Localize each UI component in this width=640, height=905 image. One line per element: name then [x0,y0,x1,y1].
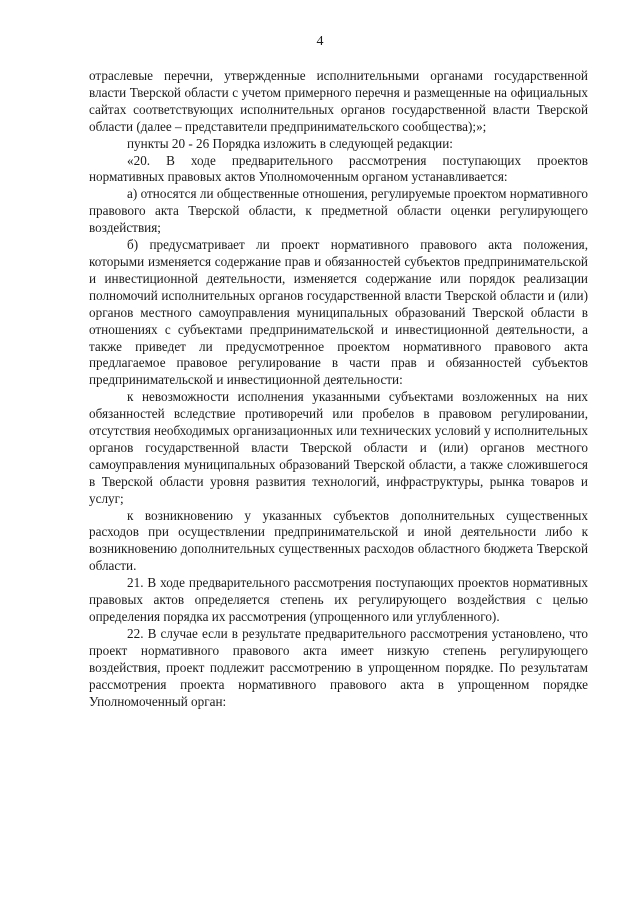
paragraph-sector-lists: отраслевые перечни, утвержденные исполнительными органами государственной власти Тверской области с учетом примерного перечня и размещенные на официальных сайтах соответствующих исполнительных органов государственной власти Тверской области (далее – представители предпринимательского сообщества);»; [89,68,588,134]
paragraph-point-20: «20. В ходе предварительного рассмотрения поступающих проектов нормативных правовых актов Уполномоченным органом устанавливается: [89,152,588,185]
paragraph-point-22: 22. В случае если в результате предварительного рассмотрения установлено, что проект нормативного правового акта имеет низкую степень регулирующего воздействия, проект подлежит рассмотрению в упрощенном порядке. По результатам рассмотрения проекта нормативного правового акта в упрощенном порядке Уполномоченный орган: [89,625,588,709]
paragraph-impossibility: к невозможности исполнения указанными субъектами возложенных на них обязанностей вследствие противоречий или пробелов в правовом регулировании, отсутствия необходимых организационных или технических условий у исполнительных органов государственной власти Тверской области и (или) органов местного самоуправления муниципальных образований Тверской области, а также сложившегося в Тверской области уровня развития технологий, инфраструктуры, рынка товаров и услуг; [89,389,588,506]
document-body [89,68,588,710]
paragraph-point-21: 21. В ходе предварительного рассмотрения поступающих проектов нормативных правовых актов определяется степень их регулирующего воздействия с целью определения порядка их рассмотрения (упрощенного или углубленного). [89,575,588,624]
page-number: 4 [316,34,324,49]
paragraph-additional-costs: к возникновению у указанных субъектов дополнительных существенных расходов при осуществлении предпринимательской и иной деятельности либо к возникновению дополнительных существенных расходов областного бюджета Тверской области. [89,507,588,574]
paragraph-points-20-26: пункты 20 - 26 Порядка изложить в следующей редакции: [127,135,453,151]
paragraph-subpoint-a: а) относятся ли общественные отношения, регулируемые проектом нормативного правового акта Тверской области, к предметной области оценки регулирующего воздействия; [89,186,588,236]
paragraph-subpoint-b: б) предусматривает ли проект нормативного правового акта положения, которыми изменяется содержание прав и обязанностей субъектов предпринимательской и инвестиционной деятельности, изменяется содержание или порядок реализации полномочий исполнительных органов государственной власти Тверской области и (или) органов местного самоуправления муниципальных образований Тверской области в отношениях с субъектами предпринимательской и инвестиционной деятельности, а также приведет ли предусмотренное проектом нормативного правового акта предлагаемое правовое регулирование в части прав и обязанностей субъектов предпринимательской и инвестиционной деятельности: [89,237,588,388]
